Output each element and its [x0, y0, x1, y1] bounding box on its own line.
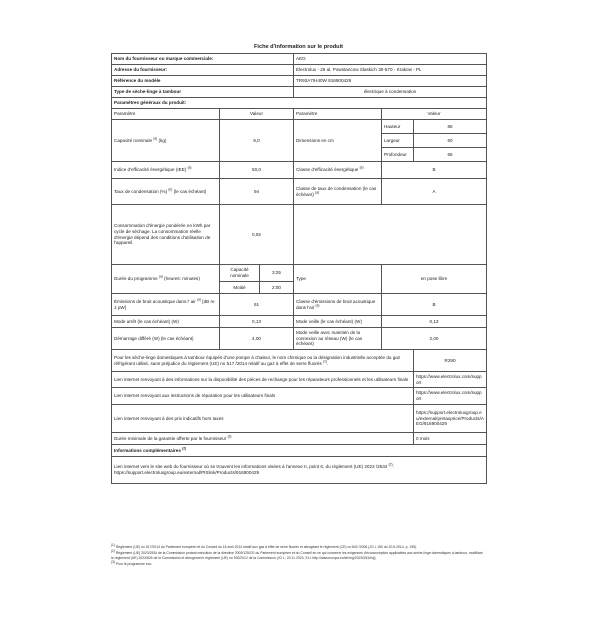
- capacity-value: 9,0: [220, 120, 294, 162]
- noise-class-label: Classe d'émissions de bruit acoustique dans l'air $^{(a)}$: [294, 294, 382, 316]
- model-reference-label: Référence du modèle: [112, 76, 294, 87]
- table-row: [112, 316, 487, 328]
- table-row: [112, 76, 487, 87]
- standby-value: 0,13: [382, 316, 487, 328]
- table-row: [112, 98, 487, 109]
- additional-info-link[interactable]: : https://support.electroluxgroup.eu/external/PISlink/Products/916900429: [114, 464, 394, 475]
- condensation-rate-label: Taux de condensation (%) $^{(b)}$ (le cas échéant): [112, 179, 220, 205]
- height-label: Hauteur: [382, 120, 414, 134]
- table-row: [112, 65, 487, 76]
- eei-label: Indice d'efficacité énergétique (IEE) $^{(a)}$: [112, 162, 220, 179]
- depth-label: Profondeur: [382, 148, 414, 162]
- dryer-type-value: électrique à condensation: [294, 87, 487, 98]
- noise-class-value: B: [382, 294, 487, 316]
- noise-label: Émissions de bruit acoustique dans l' air $^{(a)}$ [dB re 1 pW]: [112, 294, 220, 316]
- value-header: Valeur: [220, 109, 294, 120]
- table-row: [112, 265, 487, 282]
- additional-info-title: Informations complémentaires $^{(2)}$: [112, 445, 487, 457]
- sheet-title: Fiche d'information sur le produit: [254, 44, 343, 50]
- rated-capacity-duration: 3:25: [260, 265, 294, 282]
- consumption-value: 0,92: [220, 205, 294, 265]
- warranty-value: 0 mois: [414, 433, 487, 445]
- noise-value: 61: [220, 294, 294, 316]
- depth-value: 66: [414, 148, 487, 162]
- half-label: Moitié: [220, 282, 260, 294]
- general-params-title: Paramètres généraux du produit:: [112, 98, 487, 109]
- table-row: [112, 457, 487, 484]
- supplier-name-label: Nom du fournisseur ou marque commerciale:: [112, 54, 294, 65]
- spare-parts-label: Lien internet renvoyant à des informations sur la disponibilité des pièces de rechange pour les réparateurs professionnels et les utilisateurs finals: [112, 372, 414, 388]
- dimensions-label: Dimensions en cm: [294, 120, 382, 162]
- table-row: [112, 294, 487, 316]
- spare-parts-link[interactable]: https://www.electrolux.com/support: [414, 372, 487, 388]
- table-row: [112, 405, 487, 433]
- table-row: [112, 205, 487, 265]
- install-type-label: Type: [294, 265, 382, 294]
- table-row: [112, 388, 487, 405]
- install-type-value: en pose libre: [382, 265, 487, 294]
- supplier-address-label: Adresse du fournisseur:: [112, 65, 294, 76]
- rated-capacity-label: Capacité nominale: [220, 265, 260, 282]
- energy-class-value: B: [382, 162, 487, 179]
- model-reference-value: TR93A7IH40W 916900429: [294, 76, 487, 87]
- table-row: [112, 445, 487, 457]
- table-row: [112, 433, 487, 445]
- table-row: [112, 54, 487, 65]
- table-row: [112, 162, 487, 179]
- additional-info-text: Lien internet vers le site web du fournisseur où se trouvent les informations visées à l'annexe II, point 6, du règlement (UE) 2023 /2534 $^{(2)}$: https://support.electroluxgroup.eu/external/PISlink/Products/916900429: [112, 457, 487, 484]
- table-row: [112, 179, 487, 205]
- consumption-label: Consommation d'énergie pondérée en kWh par cycle de séchage. La consommation réelle d'énergie dépend des conditions d'utilisation de l'appareil.: [112, 205, 220, 265]
- refrigerant-label: Pour les sèche-linge domestiques à tambour équipés d'une pompe à chaleur, le nom chimique ou la désignation industrielle acceptée du gaz réfrigérant utilisé, sans préjudice du règlement (UE) no 517 /2014 relatif au gaz à effet de serre fluorés $^{(1)}$.: [112, 350, 414, 372]
- repair-label: Lien internet renvoyant aux instructions de réparation pour les utilisateurs finals: [112, 388, 414, 405]
- networked-standby-label: Mode veille avec maintien de la connexion au réseau (W) (le cas échéant): [294, 328, 382, 350]
- supplier-address-value: Electrolux - 26 al. Powstancow Slaskich 30-570 - Krakow - PL: [294, 65, 487, 76]
- table-row: [112, 350, 487, 372]
- product-information-sheet: [111, 41, 486, 484]
- condensation-rate-value: 94: [220, 179, 294, 205]
- dryer-type-label: Type de sèche-linge à tambour: [112, 87, 294, 98]
- duration-label: Durée du programme $^{(a)}$ (heures: minutes): [112, 265, 220, 294]
- table-row: [112, 87, 487, 98]
- info-table: [111, 53, 487, 484]
- param-header: Paramètre: [112, 109, 220, 120]
- off-mode-value: 0,13: [220, 316, 294, 328]
- condensation-class-label: Classe de taux de condensation (le cas échéant) $^{(a)}$: [294, 179, 382, 205]
- warranty-label: Durée minimale de la garantie offerte par le fournisseur $^{(3)}$: [112, 433, 414, 445]
- footnote: $^{(2)}$ Règlement (UE) 2023/2534 de la Commission portant exécution de la directive 2009/125/CE du Parlement européen et du Conseil en ce qui concerne les exigences d'écoconception applicables aux sèche-linge domestiques à tambour, modifiant le règlement (UE) 2023/826 de la Commission et abrogeant le règlement (UE) no 932/2012 de la Commission (JO L, 20.11.2023, ELI: http://data.europa.eu/eli/reg/2023/2534/oj).: [111, 549, 483, 561]
- condensation-class-value: A: [382, 179, 487, 205]
- empty-cell: [294, 205, 487, 265]
- standby-label: Mode veille (le cas échéant) (W): [294, 316, 382, 328]
- table-row: [112, 120, 487, 134]
- networked-standby-value: 2,00: [382, 328, 487, 350]
- table-header-row: [112, 109, 487, 120]
- param-header-right: Paramètre: [294, 109, 382, 120]
- width-label: Largeur: [382, 134, 414, 148]
- energy-class-label: Classe d'efficacité énergétique $^{(a)}$: [294, 162, 382, 179]
- delay-start-label: Démarrage différé (W) (le cas échéant): [112, 328, 220, 350]
- prices-link[interactable]: https://support.electroluxgroup.eu/external/pretaxprice/Products/AEG/916900429: [414, 405, 487, 433]
- footnote: $^{(3)}$ Pour le programme eco.: [111, 560, 153, 567]
- delay-start-value: 4,00: [220, 328, 294, 350]
- width-value: 60: [414, 134, 487, 148]
- table-row: [112, 328, 487, 350]
- repair-link[interactable]: https://www.electrolux.com/support: [414, 388, 487, 405]
- prices-label: Lien internet renvoyant à des prix indicatifs hors taxes: [112, 405, 414, 433]
- footnote: $^{(1)}$ Règlement (UE) no 517/2014 du Parlement européen et du Conseil du 16 avril 2014 relatif aux gaz à effet de serre fluorés et abrogeant le règlement (CE) no 842 /2006 (JO L 150 du 20.5.2014, p. 195).: [111, 543, 418, 550]
- refrigerant-value: R290: [414, 350, 487, 372]
- table-row: [112, 372, 487, 388]
- footnotes: [111, 545, 486, 569]
- half-duration: 2:00: [260, 282, 294, 294]
- eei-value: 50,0: [220, 162, 294, 179]
- off-mode-label: Mode arrêt (le cas échéant) (W): [112, 316, 220, 328]
- value-header-right: Valeur: [382, 109, 487, 120]
- capacity-label: Capacité nominale $^{(a)}$ (kg): [112, 120, 220, 162]
- height-value: 85: [414, 120, 487, 134]
- supplier-name-value: AEG: [294, 54, 487, 65]
